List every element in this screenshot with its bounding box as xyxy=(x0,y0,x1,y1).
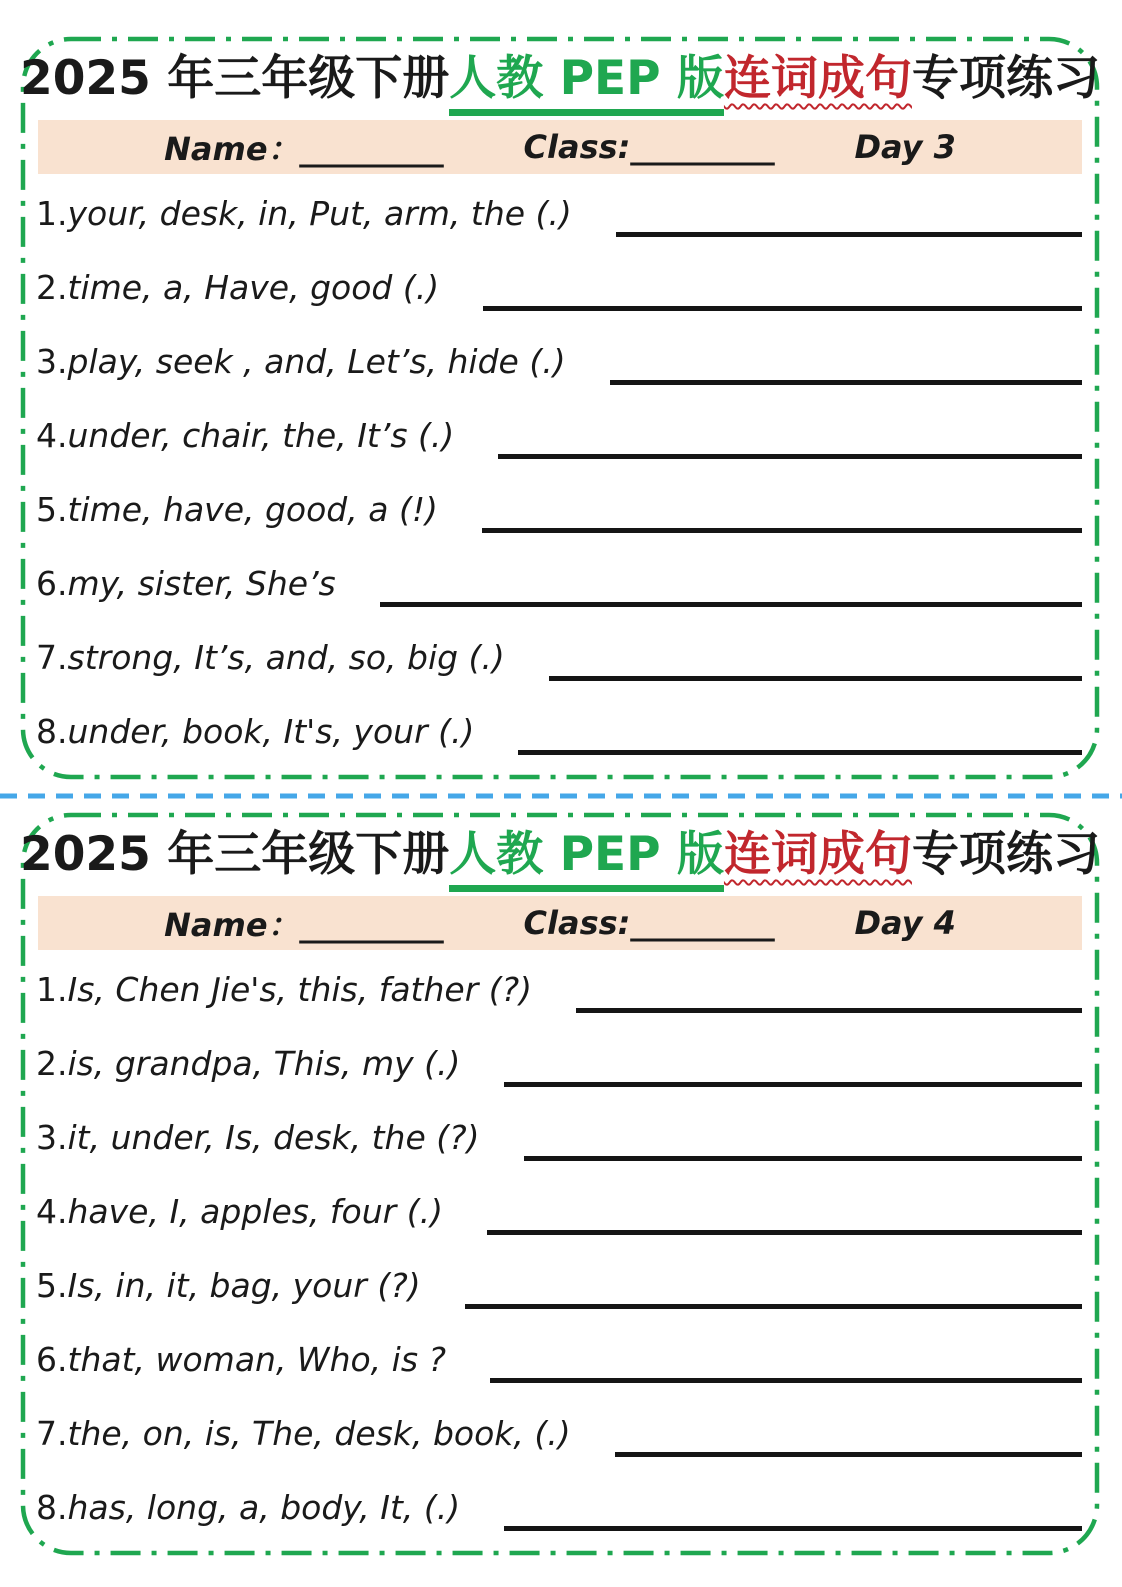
exercise-words: the, on, is, The, desk, book, (.) xyxy=(67,1414,571,1453)
title-segment-black-1: 2025 年三年级下册 xyxy=(20,827,450,882)
exercise-number: 3. xyxy=(36,1118,68,1157)
exercise-number: 3. xyxy=(36,342,68,381)
exercise-words: Is, in, it, bag, your (?) xyxy=(67,1266,421,1305)
exercise-words: is, grandpa, This, my (.) xyxy=(67,1044,461,1083)
title-segment-black-2: 专项练习 xyxy=(911,51,1100,106)
exercise-row xyxy=(36,1193,1084,1230)
page-title xyxy=(20,46,1100,116)
title-segment-red-wavy: 连词成句 xyxy=(723,827,912,882)
answer-line xyxy=(498,454,1082,459)
name-class-day-bar xyxy=(38,120,1082,174)
answer-line xyxy=(616,232,1082,237)
exercise-words: strong, It’s, and, so, big (.) xyxy=(67,638,505,677)
exercise-words: time, have, good, a (!) xyxy=(67,490,438,529)
title-segment-green-underlined: 人教 PEP 版 xyxy=(449,50,724,116)
exercise-number: 6. xyxy=(36,1340,68,1379)
panel-content xyxy=(20,36,1100,780)
class-label: Class: xyxy=(523,904,631,942)
exercise-row xyxy=(36,343,1084,380)
answer-line xyxy=(576,1008,1082,1013)
name-blank: _________ xyxy=(299,906,444,944)
exercise-number: 5. xyxy=(36,1266,68,1305)
class-field xyxy=(524,904,775,942)
answer-line xyxy=(483,306,1082,311)
blue-dashed-divider xyxy=(0,793,1122,799)
exercise-number: 4. xyxy=(36,416,68,455)
answer-line xyxy=(487,1230,1082,1235)
exercise-words: time, a, Have, good (.) xyxy=(67,268,440,307)
answer-line xyxy=(549,676,1082,681)
exercise-number: 7. xyxy=(36,1414,68,1453)
name-class-day-bar xyxy=(38,896,1082,950)
exercise-row xyxy=(36,1489,1084,1526)
exercise-words: that, woman, Who, is ? xyxy=(67,1340,447,1379)
answer-line xyxy=(504,1526,1082,1531)
worksheet-panel-day4 xyxy=(20,812,1100,1556)
exercise-row xyxy=(36,1119,1084,1156)
exercise-words: under, chair, the, It’s (.) xyxy=(67,416,455,455)
exercise-row xyxy=(36,1341,1084,1378)
answer-line xyxy=(610,380,1082,385)
exercise-number: 8. xyxy=(36,1488,68,1527)
exercise-row xyxy=(36,195,1084,232)
answer-line xyxy=(380,602,1082,607)
name-field xyxy=(164,900,443,946)
exercise-row xyxy=(36,565,1084,602)
worksheet-panel-day3 xyxy=(20,36,1100,780)
exercise-words: has, long, a, body, It, (.) xyxy=(67,1488,461,1527)
exercise-words: under, book, It's, your (.) xyxy=(67,712,475,751)
name-label: Name： xyxy=(164,906,300,944)
exercise-row xyxy=(36,639,1084,676)
class-blank: _________ xyxy=(630,128,775,166)
name-label: Name： xyxy=(164,130,300,168)
exercise-list xyxy=(20,195,1100,750)
exercise-words: your, desk, in, Put, arm, the (.) xyxy=(67,194,572,233)
exercise-row xyxy=(36,1415,1084,1452)
name-blank: _________ xyxy=(299,130,444,168)
class-label: Class: xyxy=(523,128,631,166)
exercise-row xyxy=(36,491,1084,528)
name-field xyxy=(164,124,443,170)
exercise-words: have, I, apples, four (.) xyxy=(67,1192,443,1231)
exercise-words: Is, Chen Jie's, this, father (?) xyxy=(67,970,533,1009)
exercise-number: 1. xyxy=(36,194,68,233)
exercise-row xyxy=(36,269,1084,306)
answer-line xyxy=(615,1452,1082,1457)
exercise-number: 1. xyxy=(36,970,68,1009)
exercise-number: 7. xyxy=(36,638,68,677)
day-label: Day 3 xyxy=(854,128,956,166)
exercise-list xyxy=(20,971,1100,1526)
title-segment-green-underlined: 人教 PEP 版 xyxy=(449,826,724,892)
exercise-number: 8. xyxy=(36,712,68,751)
exercise-row xyxy=(36,417,1084,454)
class-blank: _________ xyxy=(630,904,775,942)
exercise-row xyxy=(36,713,1084,750)
exercise-row xyxy=(36,971,1084,1008)
exercise-number: 2. xyxy=(36,1044,68,1083)
class-field xyxy=(524,128,775,166)
title-segment-red-wavy: 连词成句 xyxy=(723,51,912,106)
exercise-number: 5. xyxy=(36,490,68,529)
exercise-words: my, sister, She’s xyxy=(67,564,336,603)
day-label: Day 4 xyxy=(854,904,956,942)
answer-line xyxy=(524,1156,1082,1161)
exercise-number: 4. xyxy=(36,1192,68,1231)
title-segment-black-2: 专项练习 xyxy=(911,827,1100,882)
answer-line xyxy=(504,1082,1082,1087)
exercise-words: play, seek , and, Let’s, hide (.) xyxy=(67,342,566,381)
answer-line xyxy=(465,1304,1082,1309)
exercise-words: it, under, Is, desk, the (?) xyxy=(67,1118,480,1157)
answer-line xyxy=(490,1378,1082,1383)
title-segment-black-1: 2025 年三年级下册 xyxy=(20,51,450,106)
page-title xyxy=(20,822,1100,892)
answer-line xyxy=(482,528,1082,533)
exercise-row xyxy=(36,1267,1084,1304)
exercise-row xyxy=(36,1045,1084,1082)
exercise-number: 6. xyxy=(36,564,68,603)
exercise-number: 2. xyxy=(36,268,68,307)
answer-line xyxy=(518,750,1082,755)
panel-content xyxy=(20,812,1100,1556)
